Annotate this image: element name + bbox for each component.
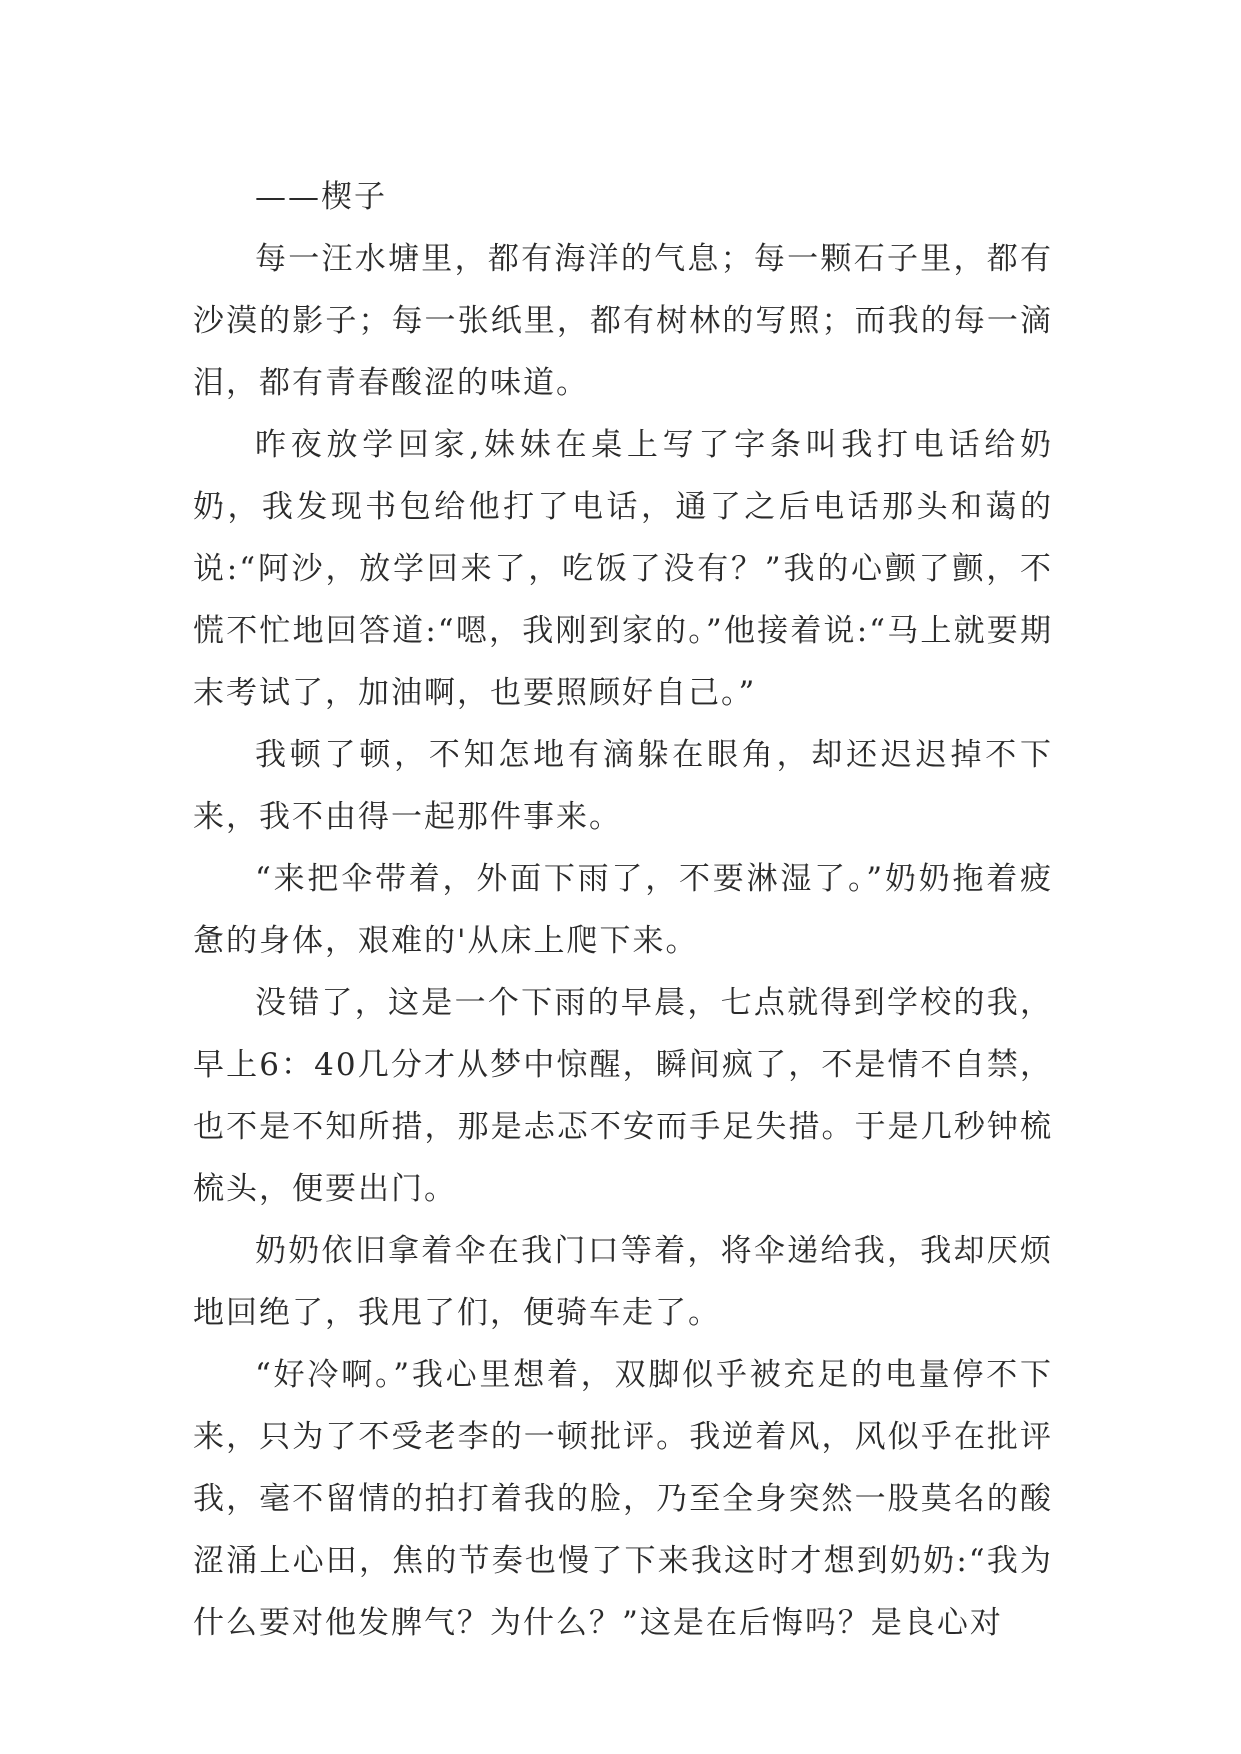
paragraph: 没错了，这是一个下雨的早晨，七点就得到学校的我，早上6：40几分才从梦中惊醒，瞬间疯了，不是情不自禁，也不是不知所措，那是忐忑不安而手足失措。于是几秒钟梳梳头，便要出门。 [193,985,1053,1207]
document-body [193,166,1053,1654]
paragraph: 我顿了顿，不知怎地有滴躲在眼角，却还迟迟掉不下来，我不由得一起那件事来。 [193,737,1053,835]
paragraph: “好冷啊。”我心里想着，双脚似乎被充足的电量停不下来，只为了不受老李的一顿批评。我逆着风，风似乎在批评我，毫不留情的拍打着我的脸，乃至全身突然一股莫名的酸涩涌上心田，焦的节奏也慢了下来我这时才想到奶奶:“我为什么要对他发脾气？为什么？”这是在后悔吗？是良心对 [193,1357,1053,1641]
paragraph-epigraph: ——楔子 [255,179,387,215]
paragraph: 每一汪水塘里，都有海洋的气息；每一颗石子里，都有沙漠的影子；每一张纸里，都有树林的写照；而我的每一滴泪，都有青春酸涩的味道。 [193,241,1053,401]
paragraph: 昨夜放学回家,妹妹在桌上写了字条叫我打电话给奶奶，我发现书包给他打了电话，通了之后电话那头和蔼的说:“阿沙，放学回来了，吃饭了没有？”我的心颤了颤，不慌不忙地回答道:“嗯，我刚到家的。”他接着说:“马上就要期末考试了，加油啊，也要照顾好自己。” [193,427,1053,711]
paragraph: “来把伞带着，外面下雨了，不要淋湿了。”奶奶拖着疲惫的身体，艰难的'从床上爬下来。 [193,861,1053,959]
paragraph: 奶奶依旧拿着伞在我门口等着，将伞递给我，我却厌烦地回绝了，我甩了们，便骑车走了。 [193,1233,1053,1331]
